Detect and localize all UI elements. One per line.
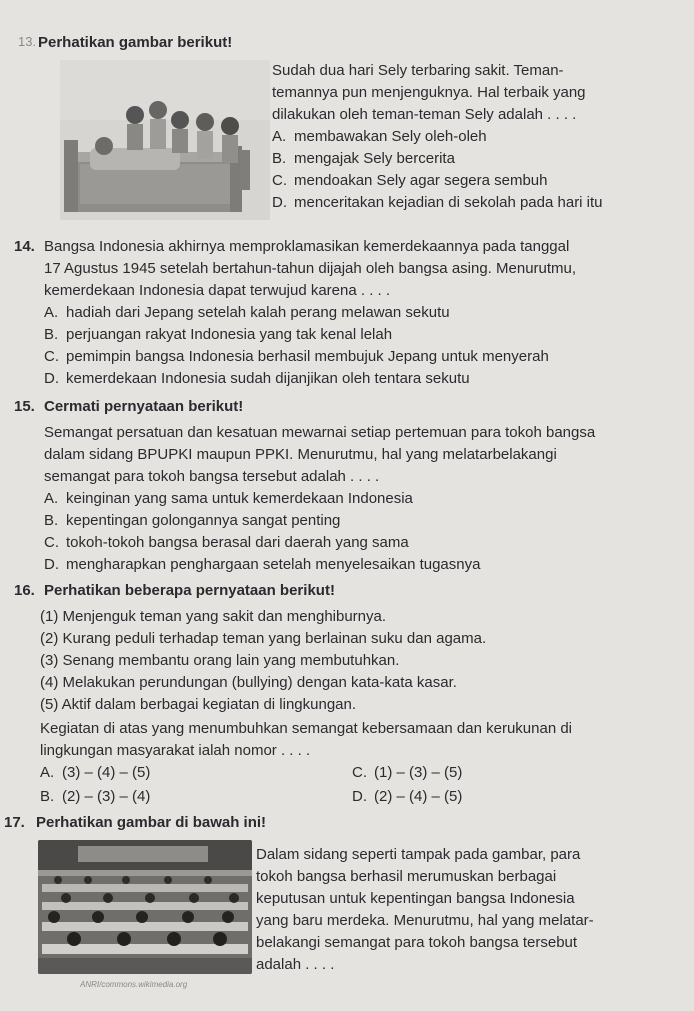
q14-option-c[interactable] [44,348,549,366]
q16-option-a-text: (3) – (4) – (5) [62,764,151,781]
q15-title: Cermati pernyataan berikut! [44,398,244,415]
q13-option-c[interactable] [272,172,548,190]
q17-passage-line-4: yang baru merdeka. Menurutmu, hal yang melatar- [256,912,594,929]
q17-passage-line-2: tokoh bangsa berhasil merumuskan berbagai [256,868,557,885]
q16-statement-2: (2) Kurang peduli terhadap teman yang berlainan suku dan agama. [40,630,487,647]
q15-option-c-letter: C. [44,534,59,551]
q16-option-b-letter: B. [40,788,55,805]
q16-title: Perhatikan beberapa pernyataan berikut! [44,582,335,599]
q13-passage-line-3: dilakukan oleh teman-teman Sely adalah . . . . [272,106,577,123]
q16-statement-5: (5) Aktif dalam berbagai kegiatan di lingkungan. [40,696,357,713]
q14-option-b[interactable] [44,326,392,344]
q13-title: Perhatikan gambar berikut! [38,34,233,51]
q13-option-d-letter: D. [272,194,287,211]
q13-option-b-text: mengajak Sely bercerita [294,150,455,167]
q14-stem-line-2: 17 Agustus 1945 setelah bertahun-tahun dijajah oleh bangsa asing. Menurutmu, [44,260,577,277]
q13-option-a-letter: A. [272,128,287,145]
q17-photo-credit: ANRI/commons.wikimedia.org [80,980,188,989]
q13-option-c-text: mendoakan Sely agar segera sembuh [294,172,548,189]
q14-option-b-letter: B. [44,326,59,343]
q15-stem-line-2: dalam sidang BPUPKI maupun PPKI. Menurutmu, hal yang melatarbelakangi [44,446,557,463]
q13-option-d-text: menceritakan kejadian di sekolah pada hari itu [294,194,603,211]
q14-option-d[interactable] [44,370,470,388]
q16-option-c[interactable] [352,764,462,782]
q16-option-a[interactable] [40,764,150,782]
q16-option-a-letter: A. [40,764,55,781]
q13-option-c-letter: C. [272,172,287,189]
q17-passage-line-1: Dalam sidang seperti tampak pada gambar, para [256,846,581,863]
q16-option-d[interactable] [352,788,462,806]
q14-number: 14. [14,238,35,255]
q17-passage-line-5: belakangi semangat para tokoh bangsa tersebut [256,934,578,951]
q16-statement-4: (4) Melakukan perundungan (bullying) dengan kata-kata kasar. [40,674,457,691]
q15-option-b-letter: B. [44,512,59,529]
q15-number: 15. [14,398,35,415]
q16-stem-line-2: lingkungan masyarakat ialah nomor . . . . [40,742,311,759]
q15-option-a[interactable] [44,490,413,508]
q16-option-b[interactable] [40,788,150,806]
q13-option-b[interactable] [272,150,455,168]
q15-option-a-text: keinginan yang sama untuk kemerdekaan Indonesia [66,490,413,507]
q13-illustration-sick-friend [60,60,270,220]
q13-option-a-text: membawakan Sely oleh-oleh [294,128,487,145]
q16-option-c-text: (1) – (3) – (5) [374,764,463,781]
q17-photo-assembly [38,840,252,974]
q17-number: 17. [4,814,25,831]
q15-option-d[interactable] [44,556,480,574]
q16-option-d-letter: D. [352,788,367,805]
q13-option-b-letter: B. [272,150,287,167]
q14-option-a[interactable] [44,304,450,322]
q14-stem-line-1: Bangsa Indonesia akhirnya memproklamasikan kemerdekaannya pada tanggal [44,238,570,255]
q14-option-c-text: pemimpin bangsa Indonesia berhasil membujuk Jepang untuk menyerah [66,348,549,365]
q15-option-b[interactable] [44,512,340,530]
q16-option-b-text: (2) – (3) – (4) [62,788,151,805]
q15-option-c-text: tokoh-tokoh bangsa berasal dari daerah yang sama [66,534,409,551]
q15-option-b-text: kepentingan golongannya sangat penting [66,512,341,529]
q15-option-d-text: mengharapkan penghargaan setelah menyelesaikan tugasnya [66,556,481,573]
q14-stem-line-3: kemerdekaan Indonesia dapat terwujud karena . . . . [44,282,391,299]
q16-statement-1: (1) Menjenguk teman yang sakit dan menghiburnya. [40,608,387,625]
q14-option-c-letter: C. [44,348,59,365]
q13-number: 13. [18,34,37,49]
q14-option-b-text: perjuangan rakyat Indonesia yang tak kenal lelah [66,326,393,343]
q14-option-d-text: kemerdekaan Indonesia sudah dijanjikan oleh tentara sekutu [66,370,470,387]
q15-option-c[interactable] [44,534,409,552]
q13-option-a[interactable] [272,128,487,146]
q17-passage-line-6: adalah . . . . [256,956,335,973]
q15-stem-line-1: Semangat persatuan dan kesatuan mewarnai setiap pertemuan para tokoh bangsa [44,424,596,441]
q13-passage-line-2: temannya pun menjenguknya. Hal terbaik yang [272,84,586,101]
q17-passage-line-3: keputusan untuk kepentingan bangsa Indonesia [256,890,575,907]
q15-stem-line-3: semangat para tokoh bangsa tersebut adalah . . . . [44,468,380,485]
q17-title: Perhatikan gambar di bawah ini! [36,814,267,831]
q16-option-d-text: (2) – (4) – (5) [374,788,463,805]
q14-option-a-text: hadiah dari Jepang setelah kalah perang melawan sekutu [66,304,450,321]
q15-option-d-letter: D. [44,556,59,573]
q16-option-c-letter: C. [352,764,367,781]
q14-option-a-letter: A. [44,304,59,321]
q16-statement-3: (3) Senang membantu orang lain yang membutuhkan. [40,652,400,669]
q15-option-a-letter: A. [44,490,59,507]
q14-option-d-letter: D. [44,370,59,387]
q16-number: 16. [14,582,35,599]
q13-option-d[interactable] [272,194,603,212]
q16-stem-line-1: Kegiatan di atas yang menumbuhkan semangat kebersamaan dan kerukunan di [40,720,573,737]
q13-passage-line-1: Sudah dua hari Sely terbaring sakit. Teman- [272,62,564,79]
